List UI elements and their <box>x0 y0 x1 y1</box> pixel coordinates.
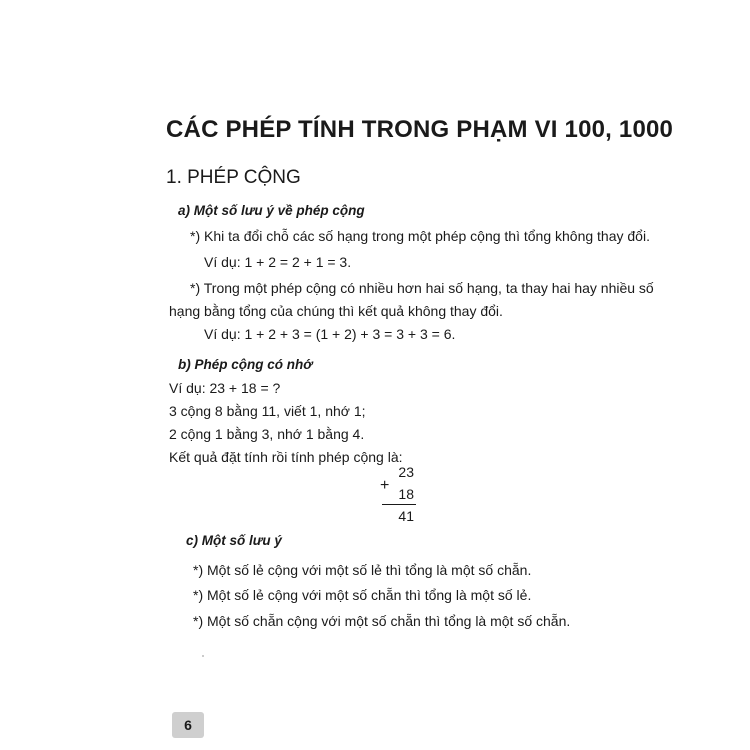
part-c-rule-2: *) Một số lẻ cộng với một số chẵn thì tổng là một số lẻ. <box>193 587 532 603</box>
part-b-step-1: 3 cộng 8 bằng 11, viết 1, nhớ 1; <box>169 403 366 419</box>
page-number-tab: 6 <box>172 712 204 738</box>
calc-plus-sign: + <box>380 477 390 494</box>
part-a-note-2-line-1: *) Trong một phép cộng có nhiều hơn hai số hạng, ta thay hai hay nhiều số <box>190 280 654 296</box>
part-c-heading: c) Một số lưu ý <box>186 533 282 548</box>
section-heading: 1. PHÉP CỘNG <box>166 167 301 188</box>
part-a-heading: a) Một số lưu ý về phép cộng <box>178 203 365 218</box>
part-a-note-2-line-2: hạng bằng tổng của chúng thì kết quả không thay đổi. <box>169 303 503 319</box>
calc-bottom-number: 18 <box>398 486 414 502</box>
part-a-example-2: Ví dụ: 1 + 2 + 3 = (1 + 2) + 3 = 3 + 3 = 6. <box>204 326 456 342</box>
calc-divider-line <box>382 504 416 505</box>
calc-top-number: 23 <box>398 464 414 480</box>
part-c-rule-3: *) Một số chẵn cộng với một số chẵn thì tổng là một số chẵn. <box>193 613 571 629</box>
part-b-result-intro: Kết quả đặt tính rồi tính phép cộng là: <box>169 449 403 465</box>
page-title: CÁC PHÉP TÍNH TRONG PHẠM VI 100, 1000 <box>166 116 674 143</box>
part-b-step-2: 2 cộng 1 bằng 3, nhớ 1 bằng 4. <box>169 426 365 442</box>
part-b-example: Ví dụ: 23 + 18 = ? <box>169 380 281 396</box>
part-b-heading: b) Phép cộng có nhớ <box>178 357 313 372</box>
calc-sum: 41 <box>398 508 414 524</box>
part-a-example-1: Ví dụ: 1 + 2 = 2 + 1 = 3. <box>204 254 352 270</box>
addition-calculation <box>380 464 414 524</box>
part-a-note-1: *) Khi ta đổi chỗ các số hạng trong một phép cộng thì tổng không thay đổi. <box>190 228 650 244</box>
part-c-rule-1: *) Một số lẻ cộng với một số lẻ thì tổng là một số chẵn. <box>193 562 532 578</box>
print-speck <box>202 655 204 657</box>
